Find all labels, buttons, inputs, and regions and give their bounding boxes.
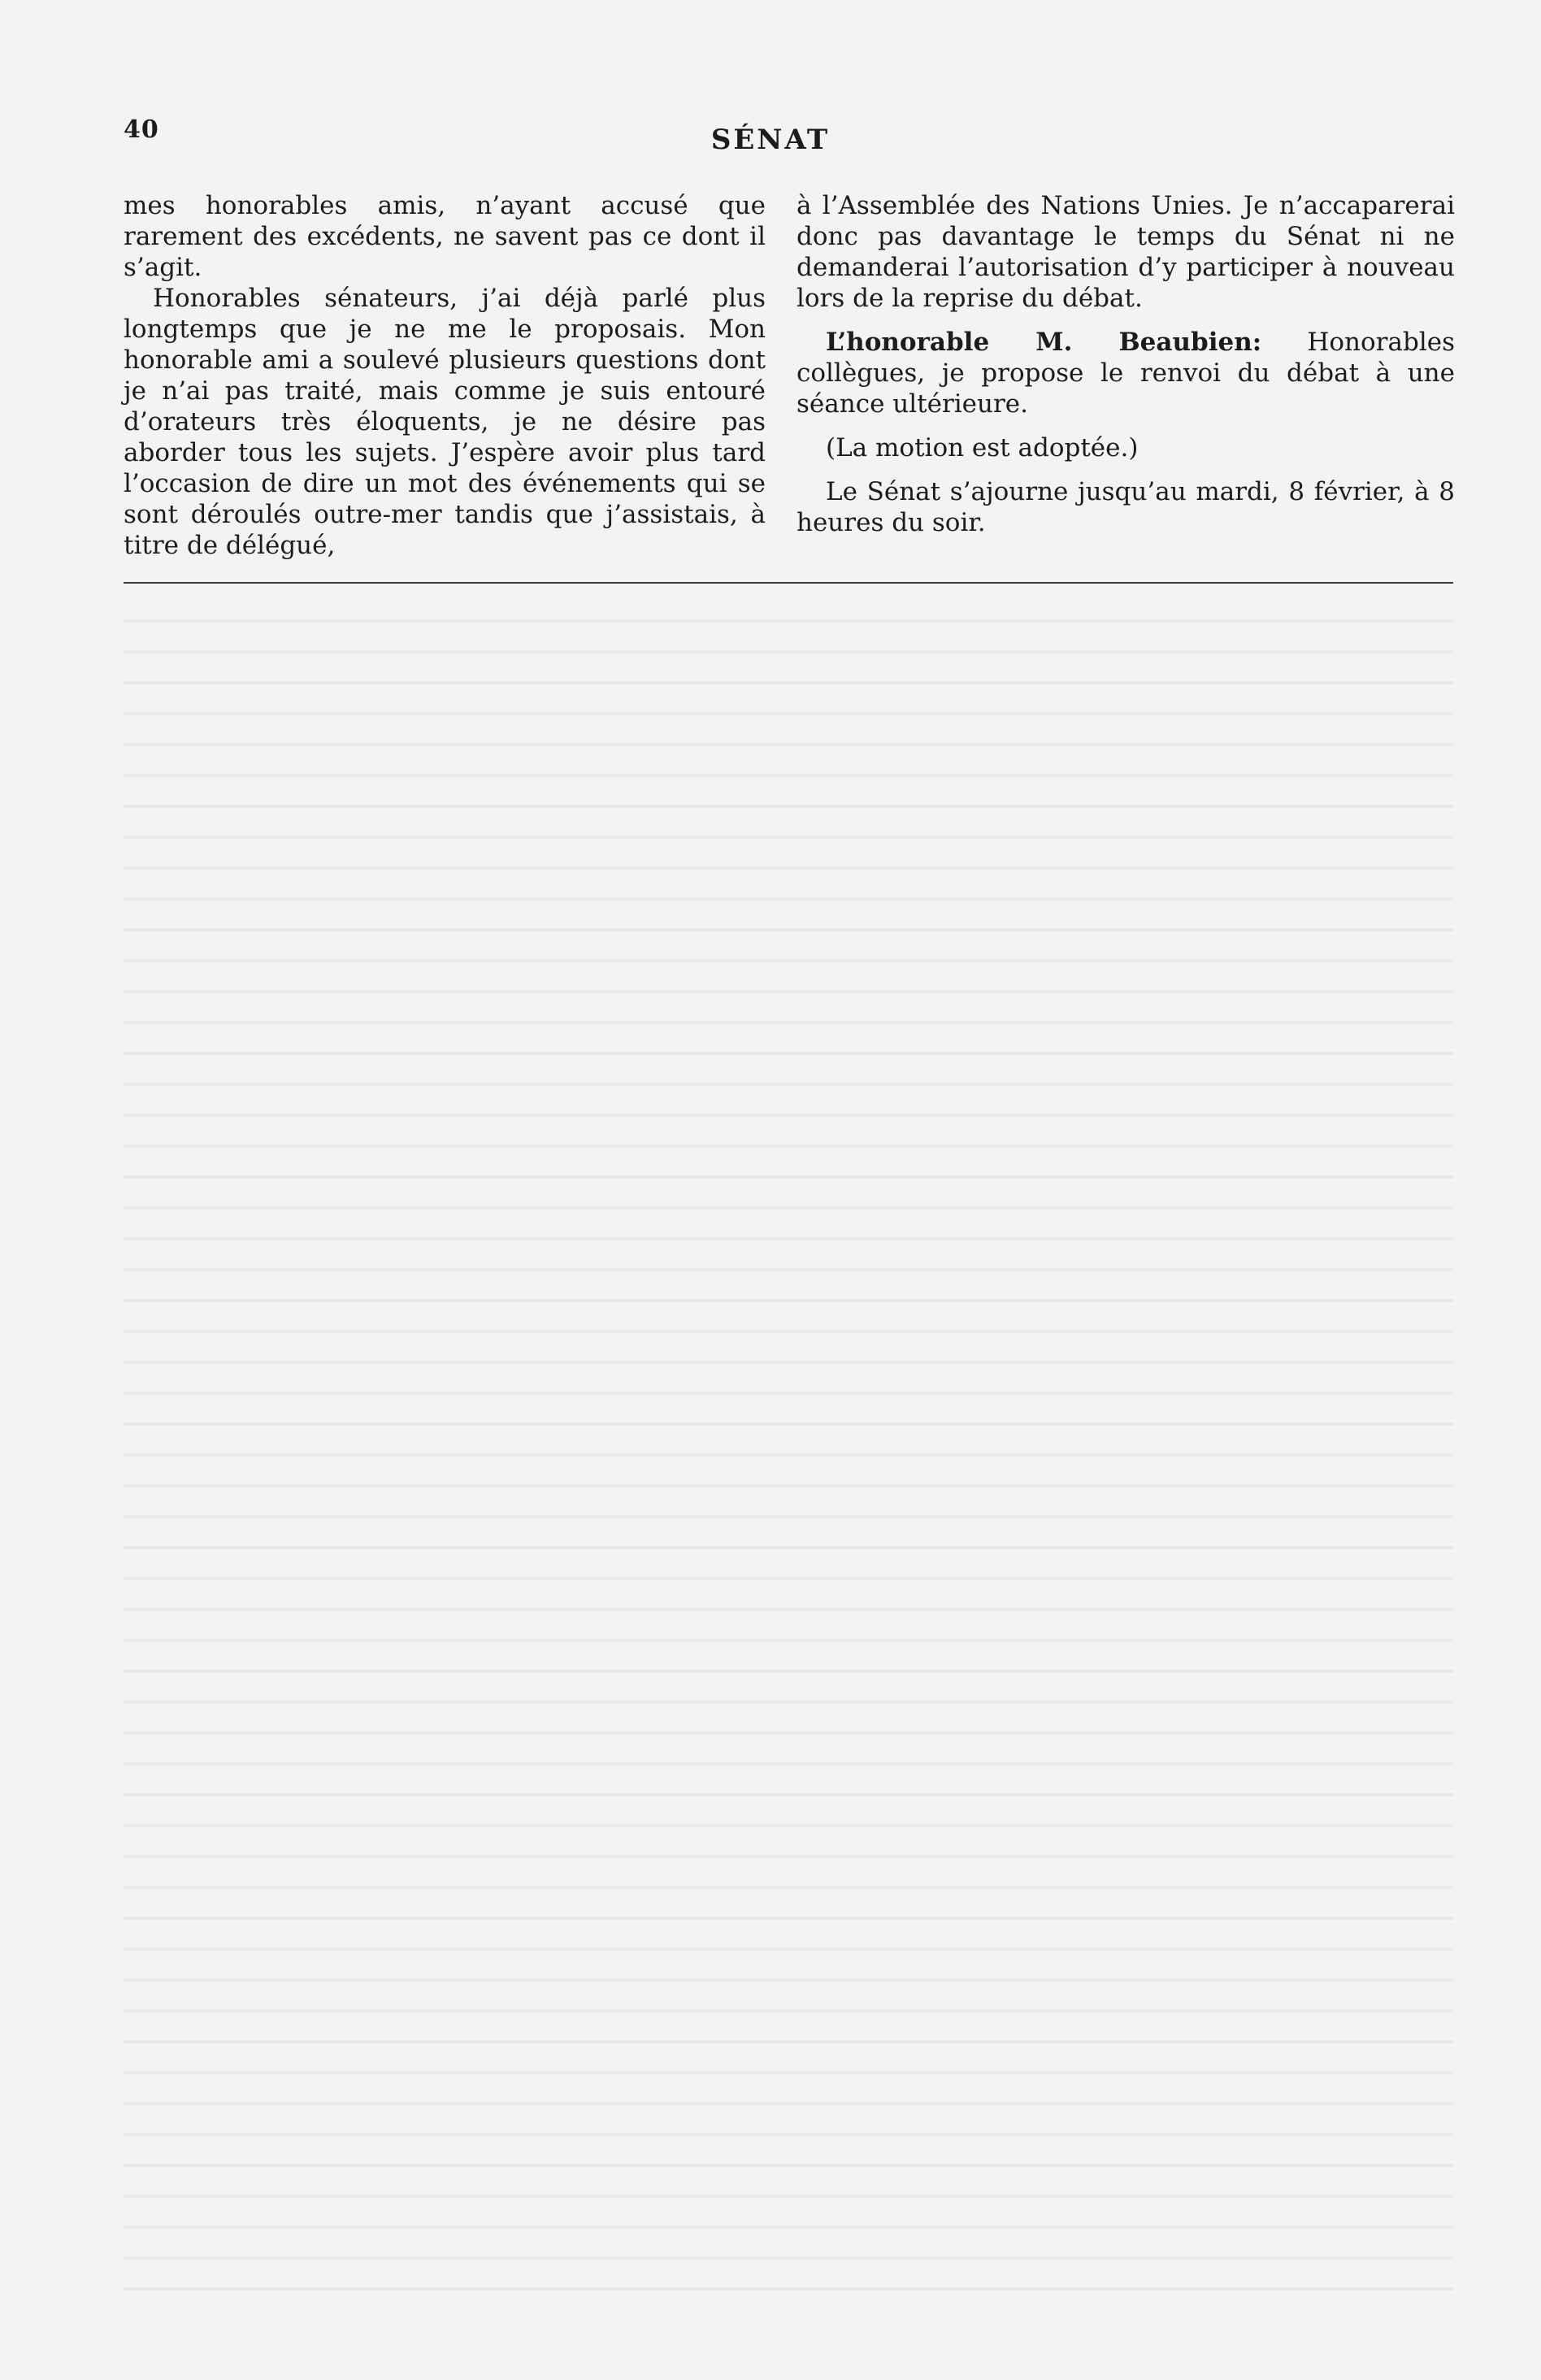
running-head: SÉNAT	[710, 124, 831, 156]
bleed-through-texture	[124, 602, 1453, 2308]
right-paragraph-1: à l’Assemblée des Nations Unies. Je n’accaparerai donc pas davantage le temps du Sénat ni ne demanderai l’autorisation d’y participer à nouveau lors de la reprise du débat.	[797, 191, 1455, 313]
adjournment-notice: Le Sénat s’ajourne jusqu’au mardi, 8 février, à 8 heures du soir.	[797, 477, 1455, 537]
left-paragraph-1: mes honorables amis, n’ayant accusé que rarement des excédents, ne savent pas ce dont il s’agit.	[124, 191, 766, 282]
right-column	[797, 190, 1455, 538]
speaker-name: L’honorable M. Beaubien:	[826, 328, 1262, 357]
speech-paragraph	[797, 327, 1455, 419]
motion-note: (La motion est adoptée.)	[826, 433, 1139, 463]
left-paragraph-2: Honorables sénateurs, j’ai déjà parlé plus longtemps que je ne me le proposais. Mon honorable ami a soulevé plusieurs questions dont je n’ai pas traité, mais comme je suis entouré d’orateurs très éloquents, je ne désire pas aborder tous les sujets. J’espère avoir plus tard l’occasion de dire un mot des événements qui se sont déroulés outre-mer tandis que j’assistais, à titre de délégué,	[124, 284, 766, 560]
speech-text: Honorables collègues, je propose le renvoi du débat à une séance ultérieure.	[797, 328, 1455, 419]
page-number: 40	[124, 115, 159, 144]
left-column	[124, 190, 766, 561]
section-rule	[124, 582, 1453, 584]
